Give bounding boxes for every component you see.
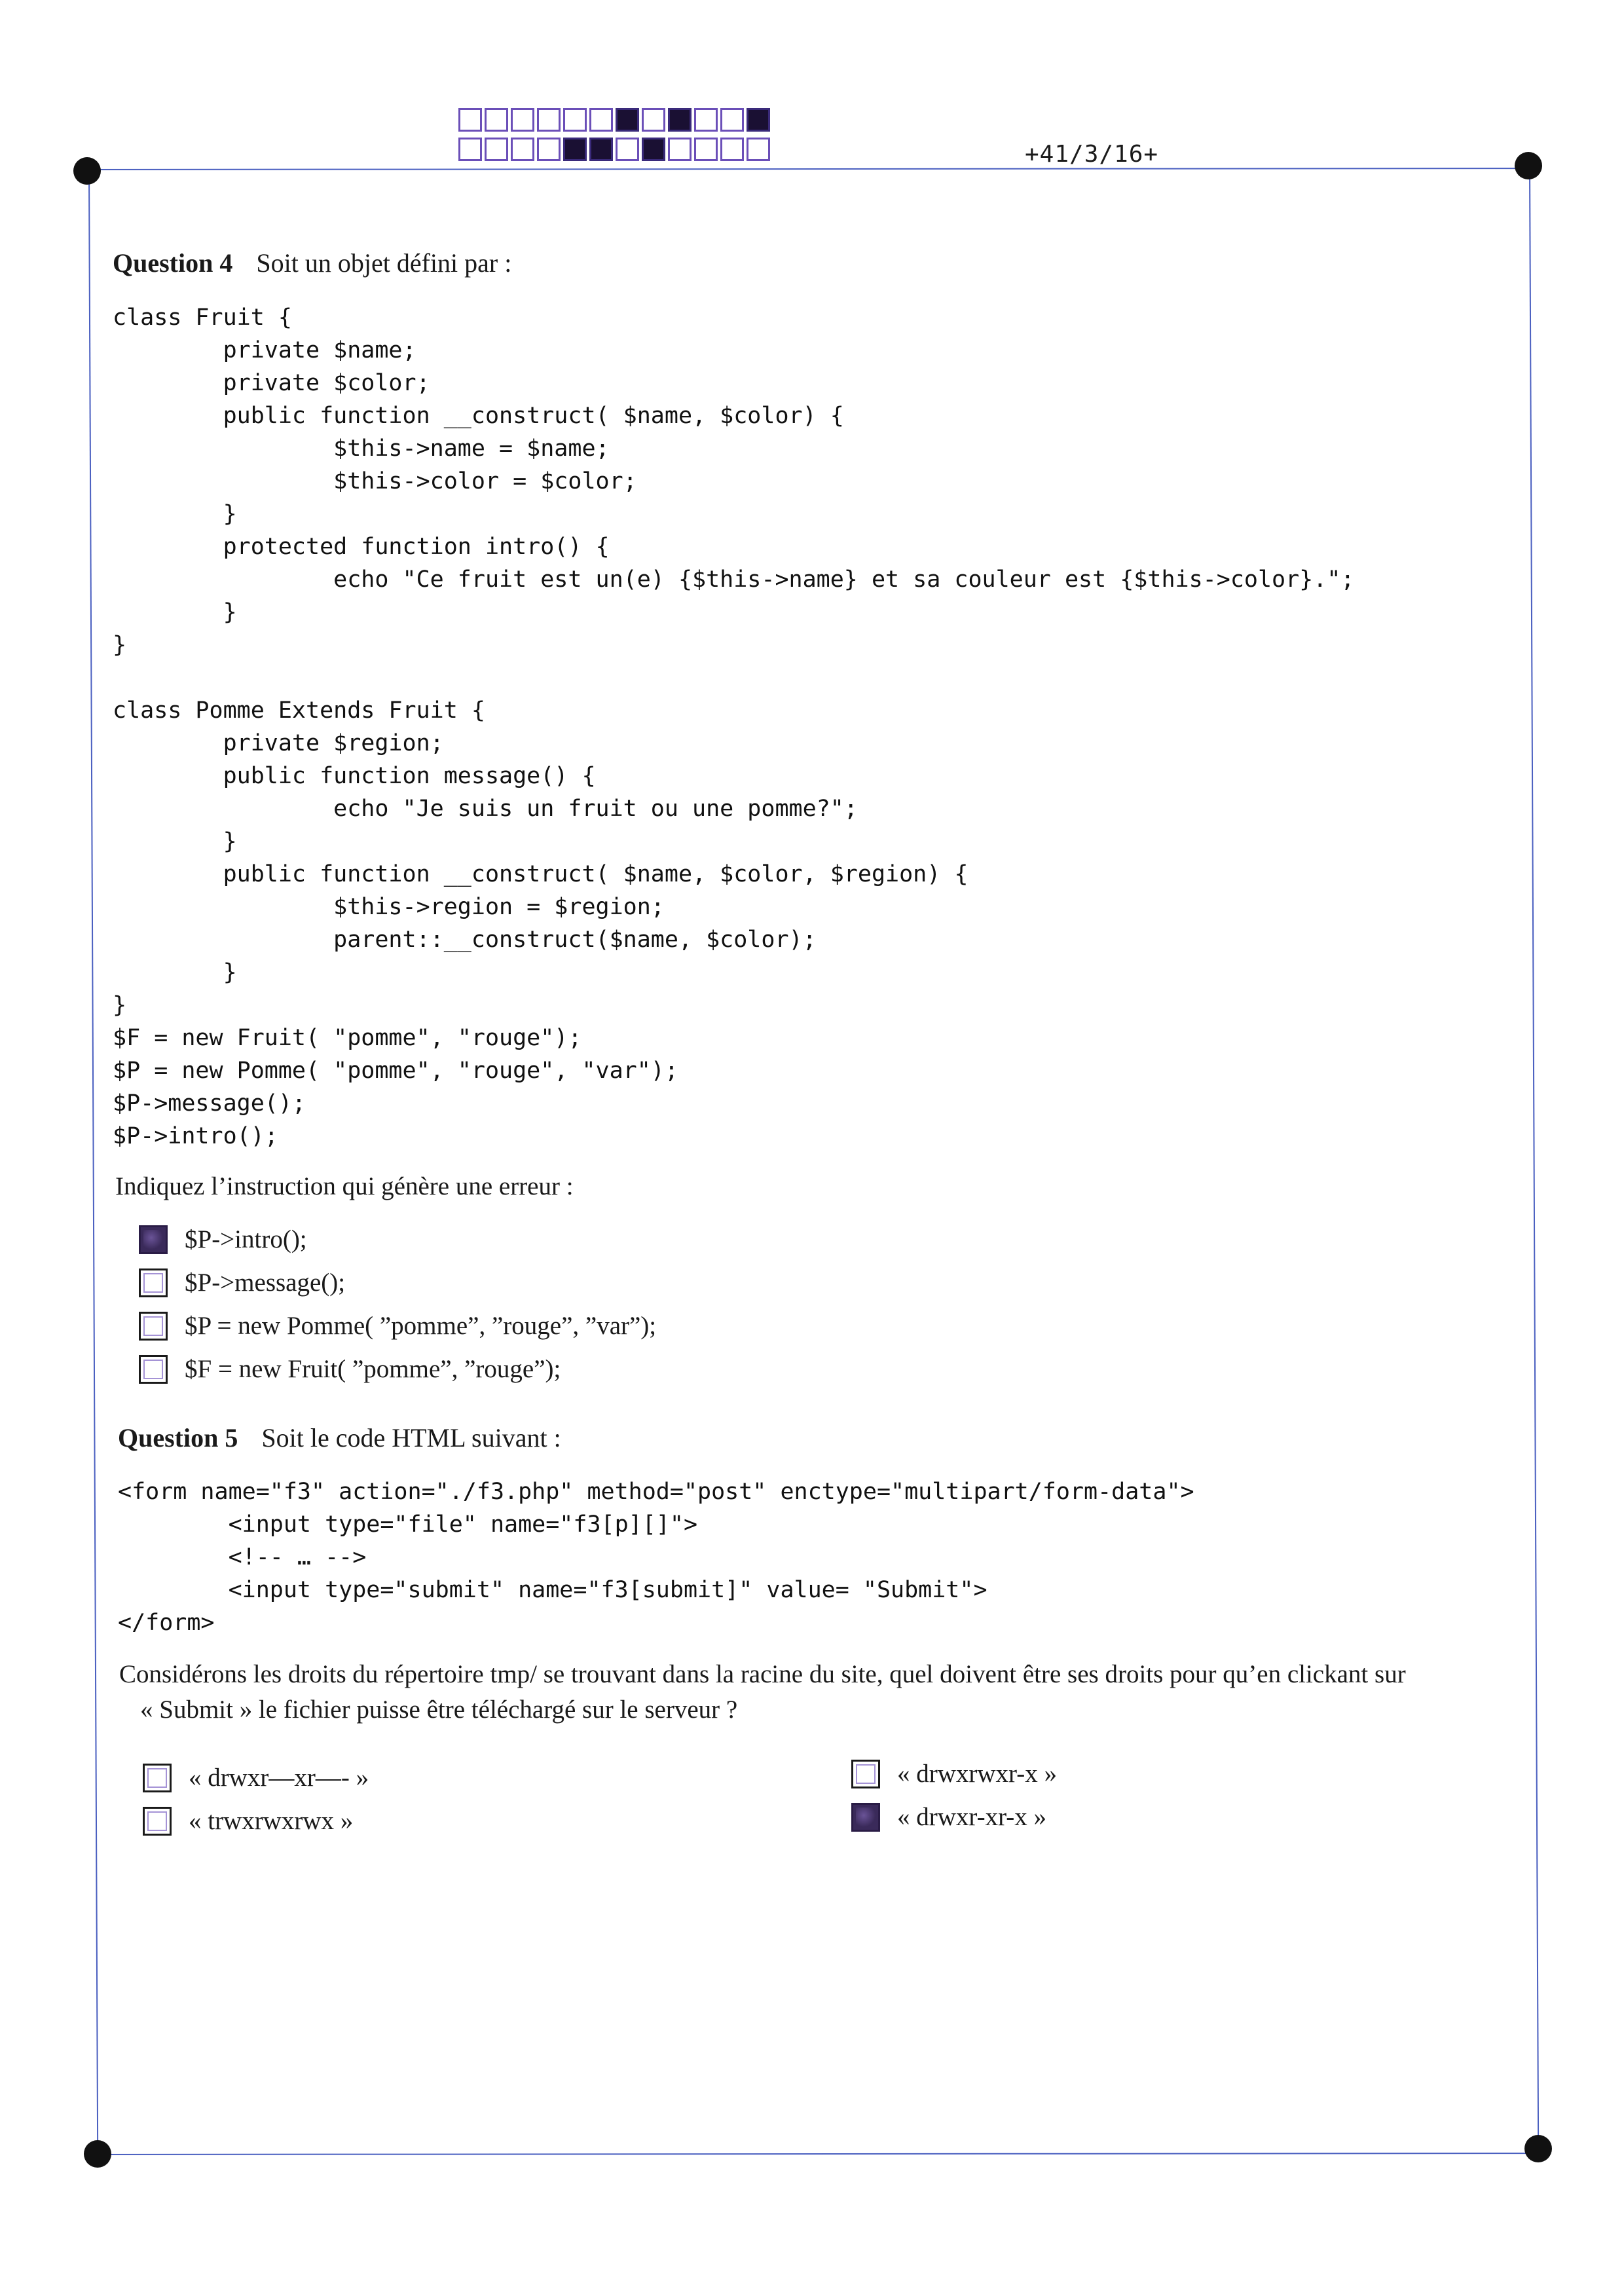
code-line: <!-- … --> (118, 1544, 367, 1570)
code-line: private $region; (113, 730, 444, 756)
question-4-code-block (113, 301, 1354, 1153)
question-4-choice-2[interactable] (139, 1268, 345, 1297)
question-5-choice-1[interactable] (143, 1763, 369, 1792)
checkbox-icon[interactable] (139, 1355, 168, 1384)
choice-label: $P->message(); (185, 1268, 346, 1297)
code-line: $P->intro(); (113, 1123, 278, 1149)
code-line: </form> (118, 1610, 215, 1636)
corner-marker-bottom-left (84, 2140, 111, 2168)
question-4-prompt: Soit un objet défini par : (256, 248, 512, 278)
question-4-instruction: Indiquez l’instruction qui génère une erreur : (115, 1172, 574, 1200)
code-line: class Fruit { (113, 305, 292, 331)
code-line: $F = new Fruit( "pomme", "rouge"); (113, 1025, 582, 1051)
checkbox-icon[interactable] (139, 1312, 168, 1341)
code-line: $this->region = $region; (113, 894, 665, 920)
frame-right-line (1529, 168, 1539, 2152)
checkbox-checked-icon[interactable] (851, 1803, 880, 1832)
question-4-label: Question 4 (113, 248, 233, 278)
code-line: public function __construct( $name, $color, $region) { (113, 861, 969, 887)
code-line: public function message() { (113, 763, 596, 789)
code-line: echo "Ce fruit est un(e) {$this->name} et sa couleur est {$this->color}."; (113, 566, 1355, 593)
question-5-choice-2[interactable] (143, 1806, 353, 1836)
code-line: } (113, 828, 237, 855)
code-line: class Pomme Extends Fruit { (113, 697, 485, 724)
question-5-instruction-line-1: Considérons les droits du répertoire tmp/ se trouvant dans la racine du site, quel doivent être ses droits pour qu’en clickant sur (119, 1660, 1406, 1688)
choice-label: « drwxr-xr-x » (897, 1803, 1047, 1831)
code-line: $P = new Pomme( "pomme", "rouge", "var"); (113, 1058, 678, 1084)
choice-label: « drwxr—xr—- » (189, 1764, 369, 1792)
code-line: private $color; (113, 370, 430, 396)
question-5-label: Question 5 (118, 1423, 238, 1453)
question-4-choice-3[interactable] (139, 1311, 656, 1341)
checkbox-icon[interactable] (143, 1807, 172, 1836)
code-line: } (113, 501, 237, 527)
question-5-prompt: Soit le code HTML suivant : (261, 1423, 561, 1453)
question-4-header (113, 248, 511, 278)
choice-label: $P->intro(); (185, 1225, 307, 1253)
checkbox-icon[interactable] (139, 1268, 168, 1297)
question-5-choice-3[interactable] (851, 1759, 1057, 1788)
frame-top-line (88, 168, 1529, 170)
code-line: private $name; (113, 337, 416, 363)
code-line: public function __construct( $name, $color) { (113, 403, 844, 429)
choice-label: « trwxrwxrwx » (189, 1807, 354, 1835)
question-5-code-block (118, 1475, 1194, 1639)
code-line: echo "Je suis un fruit ou une pomme?"; (113, 796, 858, 822)
code-line: $P->message(); (113, 1090, 306, 1117)
frame-left-line (88, 172, 98, 2156)
page-barcode (458, 108, 773, 167)
code-line: protected function intro() { (113, 534, 610, 560)
code-line: } (113, 959, 237, 986)
question-5-choice-4[interactable] (851, 1802, 1046, 1832)
code-line: } (113, 992, 127, 1018)
choice-label: « drwxrwxr-x » (897, 1760, 1057, 1788)
checkbox-icon[interactable] (851, 1760, 880, 1788)
page-id: +41/3/16+ (1025, 141, 1159, 168)
checkbox-icon[interactable] (143, 1764, 172, 1792)
code-line: <input type="file" name="f3[p][]"> (118, 1511, 698, 1538)
code-line: $this->color = $color; (113, 468, 637, 494)
checkbox-checked-icon[interactable] (139, 1225, 168, 1254)
code-line: <form name="f3" action="./f3.php" method="post" enctype="multipart/form-data"> (118, 1479, 1194, 1505)
code-line: <input type="submit" name="f3[submit]" value= "Submit"> (118, 1577, 987, 1603)
code-line: } (113, 599, 237, 625)
question-5-instruction-line-2: « Submit » le fichier puisse être téléchargé sur le serveur ? (140, 1695, 738, 1724)
code-line: parent::__construct($name, $color); (113, 927, 817, 953)
corner-marker-bottom-right (1524, 2135, 1552, 2162)
choice-label: $F = new Fruit( ”pomme”, ”rouge”); (185, 1355, 561, 1383)
frame-bottom-line (97, 2153, 1538, 2155)
code-line: } (113, 632, 127, 658)
corner-marker-top-left (73, 157, 101, 185)
question-4-choice-1[interactable] (139, 1225, 307, 1254)
corner-marker-top-right (1515, 152, 1542, 179)
question-4-choice-4[interactable] (139, 1354, 561, 1384)
question-5-header (118, 1422, 561, 1453)
code-line: $this->name = $name; (113, 435, 610, 462)
choice-label: $P = new Pomme( ”pomme”, ”rouge”, ”var”); (185, 1312, 657, 1340)
